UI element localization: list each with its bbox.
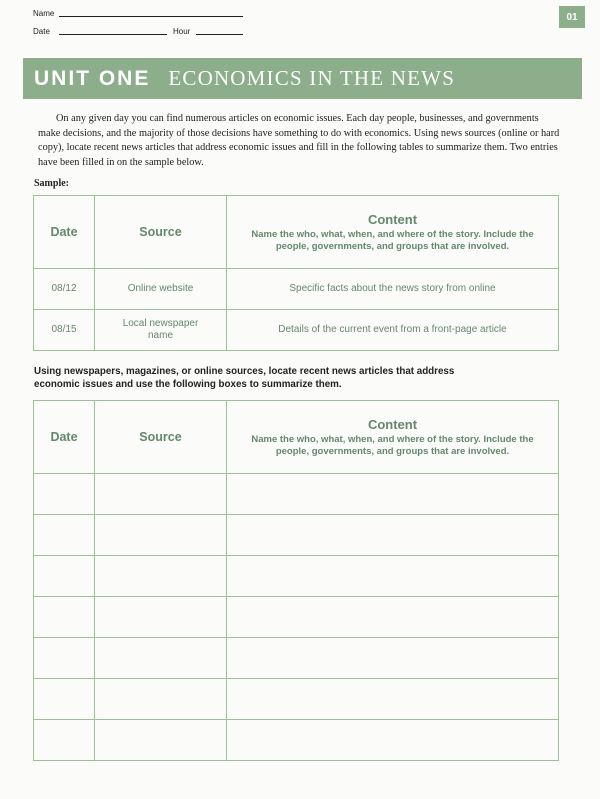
sample-label: Sample: [34, 178, 69, 189]
table-header-row [34, 196, 559, 269]
blank-date-cell[interactable] [34, 638, 95, 679]
table-row [34, 310, 559, 351]
unit-banner [23, 58, 582, 99]
blank-source-cell[interactable] [95, 679, 227, 720]
blank-date-cell[interactable] [34, 556, 95, 597]
content-description: Name the who, what, when, and where of the story. Include the people, governments, and groups that are involved. [251, 228, 534, 252]
blank-source-cell[interactable] [95, 597, 227, 638]
table-row [34, 638, 559, 679]
date-label: Date [33, 27, 50, 36]
table-row [34, 515, 559, 556]
sample-source-cell: Online website [95, 269, 227, 310]
name-label: Name [33, 9, 55, 18]
instructions-text: Using newspapers, magazines, or online sources, locate recent news articles that address economic issues and use the following boxes to summarize them. [34, 366, 455, 390]
content-title: Content [367, 416, 418, 432]
blank-content-cell[interactable] [227, 474, 559, 515]
sample-table [33, 195, 559, 351]
sample-content-cell: Specific facts about the news story from online [227, 269, 559, 310]
content-description: Name the who, what, when, and where of the story. Include the people, governments, and groups that are involved. [251, 433, 534, 457]
hour-line[interactable] [196, 34, 243, 35]
source-column-header: Source [95, 196, 227, 269]
table-row [34, 474, 559, 515]
blank-content-cell[interactable] [227, 556, 559, 597]
table-row [34, 597, 559, 638]
blank-date-cell[interactable] [34, 720, 95, 761]
blank-date-cell[interactable] [34, 474, 95, 515]
blank-content-cell[interactable] [227, 638, 559, 679]
blank-source-cell[interactable] [95, 638, 227, 679]
blank-source-cell[interactable] [95, 556, 227, 597]
blank-content-cell[interactable] [227, 679, 559, 720]
date-line[interactable] [59, 34, 167, 35]
blank-source-cell[interactable] [95, 474, 227, 515]
date-column-header: Date [34, 196, 95, 269]
blank-date-cell[interactable] [34, 679, 95, 720]
sample-date-cell: 08/15 [34, 310, 95, 351]
hour-label: Hour [173, 27, 191, 36]
content-column-header [227, 196, 559, 269]
sample-content-cell: Details of the current event from a front-page article [227, 310, 559, 351]
table-header-row [34, 401, 559, 474]
table-row [34, 720, 559, 761]
blank-date-cell[interactable] [34, 515, 95, 556]
blank-content-cell[interactable] [227, 720, 559, 761]
content-title: Content [367, 211, 418, 227]
table-row [34, 679, 559, 720]
entry-table [33, 400, 559, 761]
source-column-header: Source [95, 401, 227, 474]
blank-content-cell[interactable] [227, 597, 559, 638]
page-title: ECONOMICS IN THE NEWS [168, 66, 456, 90]
table-row [34, 556, 559, 597]
intro-paragraph: On any given day you can find numerous articles on economic issues. Each day people, businesses, and governments make decisions, and the majority of those decisions have something to do with economics. Using news sources (online or hard copy), locate recent news articles that address economic issues and fill in the following tables to summarize them. Two entries have been filled in on the sample below. [38, 113, 560, 168]
name-line[interactable] [59, 16, 243, 17]
sample-source-text: Local newspaper name [122, 318, 199, 341]
blank-content-cell[interactable] [227, 515, 559, 556]
sample-date-cell: 08/12 [34, 269, 95, 310]
table-row [34, 269, 559, 310]
date-column-header: Date [34, 401, 95, 474]
blank-date-cell[interactable] [34, 597, 95, 638]
blank-source-cell[interactable] [95, 515, 227, 556]
content-column-header [227, 401, 559, 474]
sample-source-cell [95, 310, 227, 351]
page-number-badge: 01 [559, 6, 585, 28]
unit-label: UNIT ONE [34, 66, 151, 90]
blank-source-cell[interactable] [95, 720, 227, 761]
